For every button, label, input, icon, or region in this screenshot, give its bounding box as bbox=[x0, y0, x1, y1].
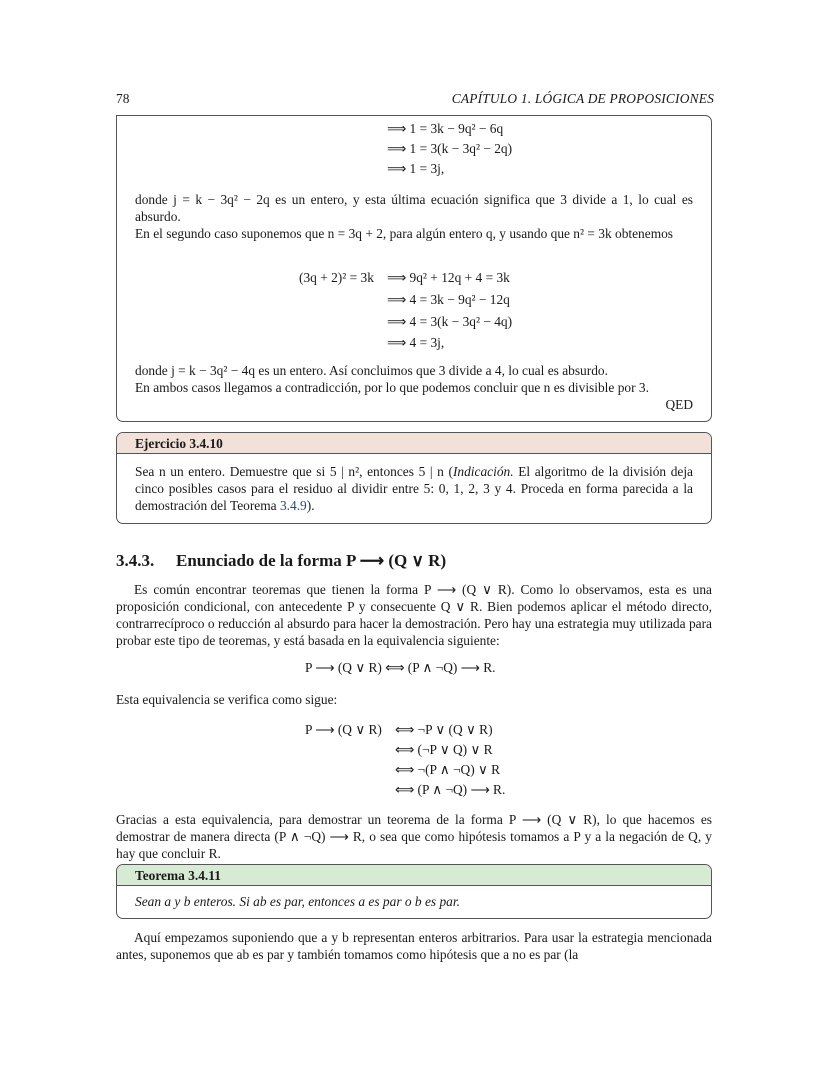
section-number: 3.4.3. bbox=[116, 551, 155, 570]
equation-line: ⟹ 1 = 3k − 9q² − 6q bbox=[387, 121, 504, 136]
theorem-reference-link[interactable]: 3.4.9 bbox=[279, 498, 307, 513]
equation-line: ⟹ 1 = 3(k − 3q² − 2q) bbox=[387, 141, 513, 156]
verify-paragraph: Esta equivalencia se verifica como sigue: bbox=[116, 692, 338, 707]
theorem-title: Teorema 3.4.11 bbox=[135, 868, 221, 883]
proof-start-paragraph: Aquí empezamos suponiendo que a y b representan enteros arbitrarios. Para usar la estrategia mencionada antes, suponemos que ab es par y también tomamos como hipótesis que a no es par (la bbox=[116, 930, 712, 962]
proof-paragraph: En el segundo caso suponemos que n = 3q + 2, para algún entero q, y usando que n² = 3k obtenemos bbox=[135, 226, 674, 241]
theorem-statement: Sean a y b enteros. Si ab es par, entonces a es par o b es par. bbox=[135, 894, 460, 909]
intro-paragraph: Es común encontrar teoremas que tienen la forma P ⟶ (Q ∨ R). Como lo observamos, esta es una proposición condicional, con antecedente P y consecuente Q ∨ R. Bien podemos aplicar el método directo, contrarrecíproco o reducción al absurdo para hacer la demostración. Pero hay una estrategia muy utilizada para probar este tipo de teoremas, y está basada en la equivalencia siguiente: bbox=[116, 582, 712, 648]
equation-line: ⟹ 9q² + 12q + 4 = 3k bbox=[387, 270, 510, 285]
equivalence-display: P ⟶ (Q ∨ R) ⟺ (P ∧ ¬Q) ⟶ R. bbox=[305, 660, 496, 675]
hint-label: Indicación. bbox=[452, 464, 514, 479]
equation-line: ⟹ 4 = 3k − 9q² − 12q bbox=[387, 292, 510, 307]
exercise-box bbox=[116, 432, 712, 524]
equivalence-step: ⟺ ¬P ∨ (Q ∨ R) bbox=[395, 722, 493, 737]
strategy-paragraph: Gracias a esta equivalencia, para demostrar un teorema de la forma P ⟶ (Q ∨ R), lo que hacemos es demostrar de manera directa (P ∧ ¬Q) ⟶ R, o sea que como hipótesis tomamos a P y a la negación de Q, y hay que concluir R. bbox=[116, 812, 712, 861]
equivalence-lhs: P ⟶ (Q ∨ R) bbox=[305, 722, 382, 737]
running-header: CAPÍTULO 1. LÓGICA DE PROPOSICIONES bbox=[451, 91, 714, 106]
equivalence-step: ⟺ (¬P ∨ Q) ∨ R bbox=[395, 742, 493, 757]
equation-line: ⟹ 4 = 3(k − 3q² − 4q) bbox=[387, 314, 513, 329]
exercise-text: Sea n un entero. Demuestre que si 5 | n², entonces 5 | n (Indicación. El algoritmo de la división deja cinco posibles casos para el residuo al dividir entre 5: 0, 1, 2, 3 y 4. Proceda en forma parecida a la demostración del Teorema 3.4.9). bbox=[135, 464, 694, 513]
equation-line: ⟹ 1 = 3j, bbox=[387, 161, 445, 176]
section-title: Enunciado de la forma P ⟶ (Q ∨ R) bbox=[176, 551, 447, 570]
equation-line: ⟹ 4 = 3j, bbox=[387, 335, 445, 350]
proof-paragraph: En ambos casos llegamos a contradicción, por lo que podemos concluir que n es divisible por 3. bbox=[135, 380, 649, 395]
theorem-box bbox=[116, 864, 712, 919]
exercise-title: Ejercicio 3.4.10 bbox=[135, 436, 223, 451]
theorem-header bbox=[117, 865, 711, 886]
proof-box bbox=[116, 115, 712, 422]
exercise-header bbox=[117, 433, 711, 454]
qed-mark: QED bbox=[665, 397, 693, 412]
proof-paragraph: donde j = k − 3q² − 4q es un entero. Así concluimos que 3 divide a 4, lo cual es absurdo. bbox=[135, 363, 608, 378]
equivalence-step: ⟺ (P ∧ ¬Q) ⟶ R. bbox=[395, 782, 506, 797]
section-heading bbox=[116, 552, 446, 569]
equation-lhs: (3q + 2)² = 3k bbox=[299, 270, 374, 285]
page-number: 78 bbox=[116, 91, 130, 106]
equivalence-step: ⟺ ¬(P ∧ ¬Q) ∨ R bbox=[395, 762, 501, 777]
proof-paragraph: donde j = k − 3q² − 2q es un entero, y esta última ecuación significa que 3 divide a 1, lo cual es absurdo. bbox=[135, 192, 693, 224]
